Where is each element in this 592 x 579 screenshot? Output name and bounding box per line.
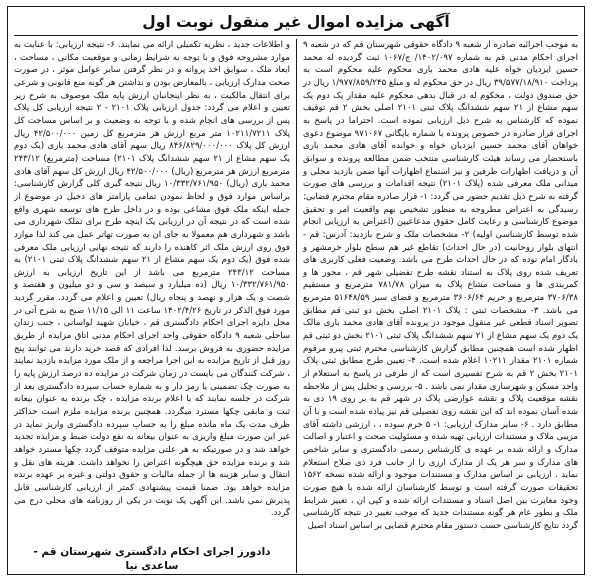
signature-line: دادورز اجرای احکام دادگستری شهرستان قم - ساعدی نیا <box>33 546 271 572</box>
left-column <box>14 39 296 573</box>
right-column <box>296 39 578 573</box>
notice-frame <box>7 6 585 575</box>
notice-title: آگهی مزایده اموال غیر منقول نوبت اول <box>14 11 578 36</box>
notice-columns <box>14 39 578 573</box>
left-column-text: و اطلاعات جدید ، نظریه تکمیلی ارائه می نمایند. ۶- نتیجه ارزیابی: با عنایت به موارد مشروحه فوق و با توجه به شرایط زمانی و موقعیت مکانی ، مساحت ، ابعاد ملک ، سوابق اخذ پروانه و در نظر گرفتن سایر عوامل موثر ، در صورت صحت مدارک ارزیابی ، بالمعارض بودن و نداشتن هر گونه منع قانونی و شرعی برای انتقال مالکیت ، به نظر اینجانبان ارزش پایه ملک موصوف به شرح زیر تعیین و اعلام می گردد: جدول ارزیابی پلاک ۲۱۰۱ - ۲ نتیجه ارزیابی کل پلاک پس از بررسی های انجام شده و با توجه به وضعیت و بر اساس مساحت کل پلاک ۱۰۲۱۱/۷۲۱۱ متر مربع ارزش هر مترمربع کل زمین ۴۲/۵۰۰/۰۰۰ ریال ارزش کل پلاک ۸۴۶/۸۲۹/۰۰۰/۰۰۰ ریال سهم آقای هادی محمد باری (یک دوم یک سهم مشاع از ۲۱ سهم ششدانگ پلاک ۲۱۰۱) مساحت (مترمربع) ۲۴۳/۱۲ مترمربع ارزش هر مترمربع (ریال) ۴۲/۵۰۰/۰۰۰ ریال ارزش کل سهم آقای هادی محمد باری (ریال) ۱۰/۳۳۲/۷۶۱/۹۵۰ ریال نتیجه گیری کلی گزارش کارشناسی: براساس موارد فوق و لحاظ نمودن تمامی پارامتر های دخیل در موضوع از جمله اینکه ملک فوق مشاعی بوده و در داخل طرح های توسعه شهری واقع شده است که در نتیجه آن در ارزیابی یک اینچه طرح برای تملک شهرداری می باشد و شهرداری هم معمولا به جای ان به صورت تهاتر عمل می کند لذا موارد فوق روی ارزش ملک اثر کاهنده را دارند که نتیجه نهایی ارزیابی ملک معرفی شده فوق (یک دوم یک سهم مشاع از ۲۱ سهم ششدانگ پلاک ثبتی ۲۱۰۱) به مساحت ۲۴۳/۱۲ مترمربع می باشد از این تاریخ ارزیابی به ارزش ۱۰/۳۳۲/۷۶۱/۹۵۰ ریال (ده میلیارد و سیصد و سی و دو میلیون و هفتصد و شصت و یک هزار و نهصد و پنجاه ریال) تعیین و اعلام می گردد. مقرر گردید مورد فوق الذکر در تاریخ ۱۴۰۲/۴/۲۶ ساعت ۱۱ الی ۱۱/۱۵ صبح به شرح آتی در محل دایره اجرای احکام دادگستری قم ، خیابان شهید لواسانی ، جنب زندان ساحلی شعبه ۹ دادگاه حقوقی واحد اجرای احکام مدنی اتاق مزایده از طریق مزایده حضوری به فروش برسد. لذا افرادی که قصد خرید دارند می توانند پنج روز قبل از تاریخ مزایده به این اجرا مراجعه و از ملک مورد مزایده بازدید نمایند ، شرکت کنندگان می بایست در زمان شرکت در مزایده ده درصد ارزش پایه را به صورت چک تضمینی یا رمز دار و به شماره حساب سپرده دادگستری بعد از شرکت در جلسه نمایند که با اعلام برنده مزایده ، چک برنده به عنوان بیعانه ثبت و مابقی چکها مسترد میگردد. همچنین برنده مزایده ملزم است حداکثر ظرف مدت یک ماه مانده مبلغ را به حساب سپرده دادگستری واریز نماید در غیر این صورت مبلغ واریزی به عنوان بیعانه به نفع دولت ضبط و مزایده تجدید خواهد شد و در صورتیکه به هر علتی مزایده متوقف گردد چکها مسترد خواهد شد و برنده مزایده حق هیچگونه اعتراض را نخواهد داشت. هزینه های نقل و انتقال و سایر هزینه ها از جمله مالیات و حقوق دولتی و غیره بر عهده برنده مزایده خواهد بود. ضمنا قیمت پیشنهادی کمتر از ارزیابی کارشناسی قابل پذیرش نمی باشد. این آگهی یک نوبت در یکی از روزنامه های محلی درج می گردد. <box>14 40 291 519</box>
right-column-text: به موجب اجرائیه صادره از شعبه ۹ دادگاه حقوقی شهرستان قم که در شعبه ۹ اجرای احکام مدنی قم به شماره ۱۴۰۲/۰۹۷/ ج/۱۰۶۷ ثبت گردیده له محمد حسین ایزدیان خواه علیه هادی محمد باری محکوم علیه محکوم است به پرداخت ۳۹/۵۷۷/۱۸/۹۱۰ ریال در حق محکوم له و مبلغ ۱/۹۷۷/۸۵۹/۲۴۵ ریال در حق صندوق دولت ، محکوم له در قبال بدهی محکوم علیه مقدار یک دوم یک سهم مشاع از ۲۱ سهم ششدانگ پلاک ثبتی ۲۱۰۱ اصلی بخش ۲ قم توقیف نموده که کارشناس به شرح ذیل ارزیابی نموده است. احتراما در پاسخ به اجرای قرار صادره در خصوص پرونده با شماره بایگانی ۹۷۱۰۶۷ موضوع دعوی خواهان آقای محمد حسین ایزدیان خواه و خوانده آقای هادی محمد باری باستحضار می رساند هیئت کارشناسی منتخب ضمن مطالعه پرونده و سوابق آن و دریافت اظهارات طرفین و نیز استماع اظهارات آنها ضمن بازدید محلی و میدانی ملک معرفی شده (پلاک ۲۱۰۱) نتیجه اقدامات و بررسی های صورت گرفته به شرح ذیل تقدیم حضور می گردد: ۱- قرار صادره مقام محترم قضایی: رسیدگی به اعتراض مطروحه به منظور تشخیص بهم واقعیت امر و تحقیق موضوع کارشناسی و رعایت کامل حقوق مدعاعیین (اعتراض به ارزیابی انجام شده توسط کارشناسی اولیه) ۲- مشخصات ملک و شرح بازدید: آدرس: قم - انتهای بلوار روحانیت (در حال احداث) تقاطع غیر هم سطح بلوار خرمشهر و یادگار امام نوده که در حال احداث طرح می باشد. وضعیت فعلی کاربری های تعریف شده روی پلاک به استناد نقشه طرح تفضیلی شهر قم ، محور ها و کمربندی ها و مساحت مشاع پلاک به میزان ۷۸۱/۷۸ مترمربع و مستقیم ۳۷۰۶/۳۸ مترمربع و حریم ۳۶۰۶/۶۴ مترمربع و فضای سبز ۵۱۶۴۸/۵۹ مترمربع می باشد. ۳- مشخصات ثبتی : پلاک ۲۱۰۱ اصلی بخش دو ثبتی قم مطابق تصویر اسناد قطعی غیر منقول موجود در پرونده آقای هادی محمد باری مالک یک دوم یک سهم مشاع از ۲۱ سهم ششدانگ پلاک ثبتی ۲۱۰۱ بخش دو ثبتی قم اظهار شده است همچنین مطابق گزارش کارشناسی محترم ثبتی پیرو مرقوم شماره ۲۱۰۱ مقدار ۱۰۲۱۱ اعلام شده است. ۴- تعیین طرح مطابق ثبتی پلاک ۲۱۰۱ بخش ۲ قم به شرح تفسیری است که از طرفی در پاسخ به استعلام از واحد مسکن و شهرسازی مقدار نمی باشد . ۵- بررسی و تحلیل پس از ملاحظه نقشه موقعیت پلاک و نقشه عوارضی پلاک در شهر قم به بر روی ۱۹ دی به شده آسان نموده اند که این نقشه روی تفصیلی قم نیز پیاده شده است و با آن مطابق دارد . ۶- سایر مدارک ارزیابی: ۱- ۵ خرم سوده ، ، ارزشی داشته آقای مزیبی ملاک و مستندات ارزیابی تهیه شده و مسئولیت صحت و اعتبار و اصالت مدارک و ارائه شده بر عهده ی کارشناس رسمی دادگستری و سایر شاخص های مدارک و سر هر یک از مدارک ارزی را از جانب فرد ذی صلاح استعلام نماید . ارزیابی بر اساس مدارک و مستندات موجود و ارائه شده نسخه ۱۵۶۲ تحقیقات صورت گرفته است و توسط کارشناسان ارائه شده با هیچ صورت وجود مغایرت بین اصل اسناد و مستندات ارائه شده و کپی ان ، تغییر شرایط ملک و بطور عام هر گونه مستندات جدید که موجب تغییر در نتیجه کارشناسی گردد نتایج کارشناسی حسب دستور مقام محترم قضایی بر اساس اسناد اصیل <box>303 40 578 531</box>
